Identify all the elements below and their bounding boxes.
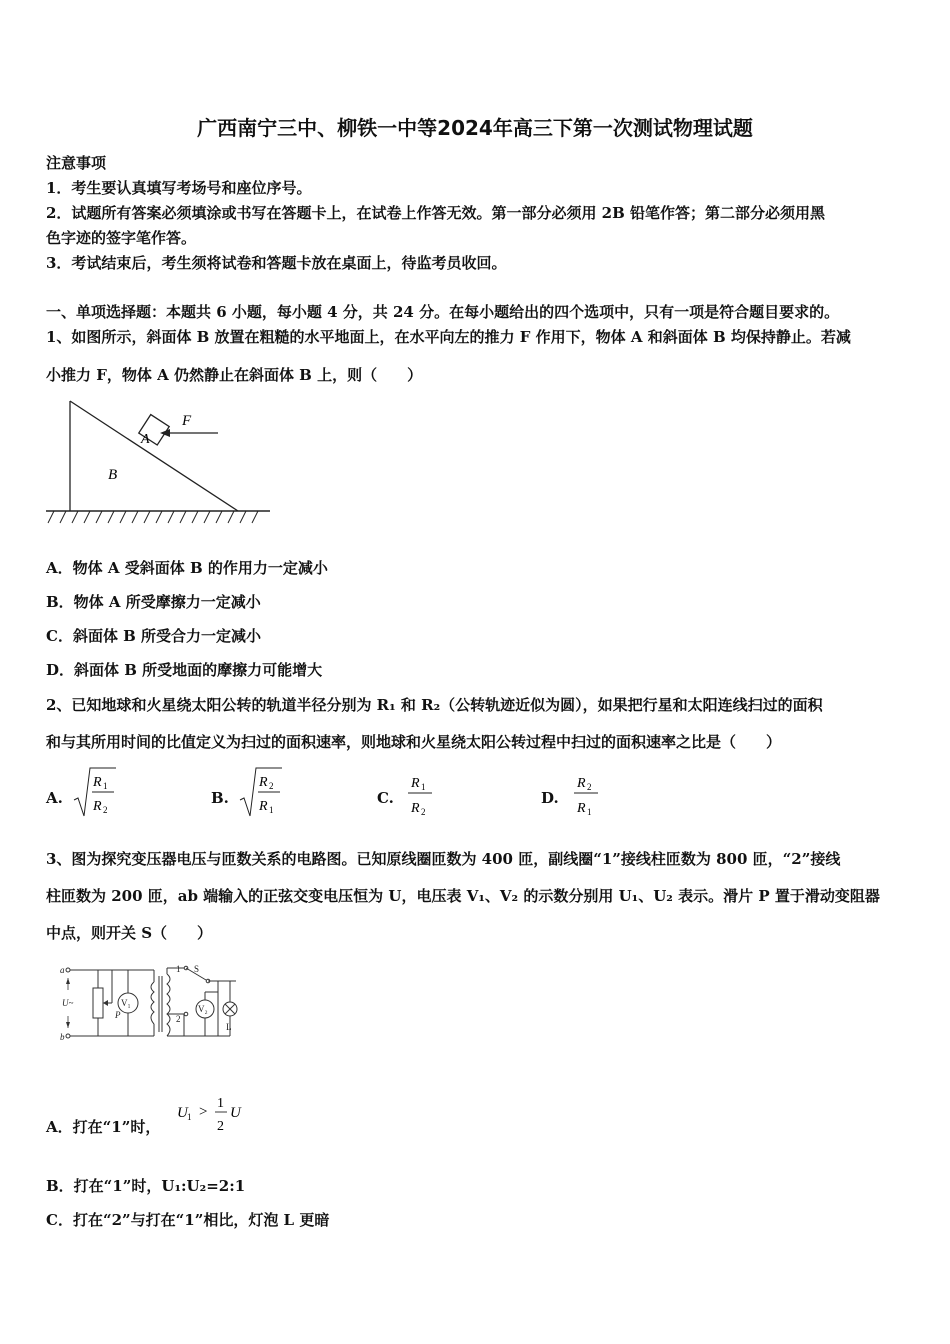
- q3-stem-line2: 柱匝数为 200 匝，ab 端输入的正弦交变电压恒为 U，电压表 V₁、V₂ 的示数分别用 U₁、U₂ 表示。滑片 P 置于滑动变阻器: [46, 887, 880, 905]
- svg-text:R: R: [259, 775, 268, 790]
- q3-stem-line3: 中点，则开关 S（ ）: [46, 924, 213, 942]
- svg-text:R: R: [411, 776, 420, 791]
- q1-option-c: C．斜面体 B 所受合力一定减小: [46, 627, 262, 645]
- notice-item-2-cont: 色字迹的签字笔作答。: [46, 229, 197, 247]
- svg-text:R: R: [259, 799, 268, 814]
- q3-option-a: A．打在“1”时，: [46, 1118, 161, 1136]
- svg-text:1: 1: [421, 782, 426, 792]
- page-title: 广西南宁三中、柳铁一中等2024年高三下第一次测试物理试题: [197, 116, 753, 140]
- svg-text:1: 1: [187, 1112, 192, 1122]
- q2-option-c-frac: [406, 766, 436, 820]
- q3-option-a-math: [176, 1092, 256, 1140]
- svg-text:a: a: [60, 965, 65, 975]
- q3-option-c: C．打在“2”与打在“1”相比，灯泡 L 更暗: [46, 1211, 330, 1229]
- svg-text:1: 1: [217, 1096, 224, 1111]
- notice-item-2: 2．试题所有答案必须填涂或书写在答题卡上，在试卷上作答无效。第一部分必须用 2B 铅笔作答；第二部分必须用黑: [46, 204, 826, 222]
- svg-text:1: 1: [587, 807, 592, 817]
- q2-option-c-label: C.: [377, 789, 394, 807]
- q2-option-b-label: B.: [211, 789, 229, 807]
- svg-text:U~: U~: [62, 998, 74, 1008]
- q3-option-b: B．打在“1”时，U₁:U₂=2:1: [46, 1177, 246, 1195]
- svg-text:2: 2: [421, 807, 426, 817]
- q1-stem-line2: 小推力 F，物体 A 仍然静止在斜面体 B 上，则（ ）: [46, 366, 423, 384]
- ground-hatching: [48, 511, 258, 523]
- svg-text:1: 1: [269, 805, 274, 815]
- q2-stem-line2: 和与其所用时间的比值定义为扫过的面积速率，则地球和火星绕太阳公转过程中扫过的面积速率之比是（ ）: [46, 733, 782, 751]
- svg-text:U: U: [230, 1105, 241, 1121]
- section-heading: 一、单项选择题：本题共 6 小题，每小题 4 分，共 24 分。在每小题给出的四个选项中，只有一项是符合题目要求的。: [46, 303, 840, 321]
- notice-item-3: 3．考试结束后，考生须将试卷和答题卡放在桌面上，待监考员收回。: [46, 254, 507, 272]
- svg-text:V₁: V₁: [121, 998, 131, 1008]
- q2-stem-line1: 2、已知地球和火星绕太阳公转的轨道半径分别为 R₁ 和 R₂（公转轨迹近似为圆），如果把行星和太阳连线扫过的面积: [46, 696, 823, 714]
- q1-incline-figure: [44, 395, 274, 535]
- svg-text:R: R: [577, 801, 586, 816]
- svg-text:b: b: [60, 1032, 65, 1042]
- q1-option-a: A．物体 A 受斜面体 B 的作用力一定减小: [46, 559, 328, 577]
- svg-text:2: 2: [269, 781, 274, 791]
- q1-stem-line1: 1、如图所示，斜面体 B 放置在粗糙的水平地面上，在水平向左的推力 F 作用下，物体 A 和斜面体 B 均保持静止。若减: [46, 328, 851, 346]
- notice-heading: 注意事项: [46, 154, 107, 172]
- incline-b-label: B: [108, 467, 118, 483]
- svg-text:U: U: [177, 1105, 188, 1121]
- force-f-label: F: [182, 413, 192, 429]
- svg-text:V₂: V₂: [198, 1004, 208, 1014]
- svg-text:L: L: [226, 1022, 232, 1032]
- block-a-label: A: [141, 432, 150, 447]
- svg-text:R: R: [411, 801, 420, 816]
- svg-text:>: >: [199, 1104, 208, 1120]
- svg-text:2: 2: [103, 805, 108, 815]
- notice-item-1: 1．考生要认真填写考场号和座位序号。: [46, 179, 312, 197]
- q1-option-b: B．物体 A 所受摩擦力一定减小: [46, 593, 261, 611]
- q2-option-a-sqrt: [72, 764, 118, 820]
- q2-option-a-label: A.: [46, 789, 63, 807]
- svg-text:R: R: [93, 775, 102, 790]
- svg-text:R: R: [577, 776, 586, 791]
- svg-text:2: 2: [217, 1119, 224, 1134]
- q3-stem-line1: 3、图为探究变压器电压与匝数关系的电路图。已知原线圈匝数为 400 匝，副线圈“1”接线柱匝数为 800 匝，“2”接线: [46, 850, 841, 868]
- q3-circuit-figure: [58, 962, 248, 1047]
- svg-text:P: P: [115, 1010, 121, 1020]
- q1-option-d: D．斜面体 B 所受地面的摩擦力可能增大: [46, 661, 323, 679]
- q2-option-d-frac: [572, 766, 602, 820]
- svg-text:S: S: [194, 964, 200, 974]
- q2-option-b-sqrt: [238, 764, 284, 820]
- svg-text:1: 1: [176, 964, 181, 974]
- svg-text:2: 2: [176, 1014, 181, 1024]
- svg-text:2: 2: [587, 782, 592, 792]
- q2-option-d-label: D.: [541, 789, 559, 807]
- svg-text:1: 1: [103, 781, 108, 791]
- svg-text:R: R: [93, 799, 102, 814]
